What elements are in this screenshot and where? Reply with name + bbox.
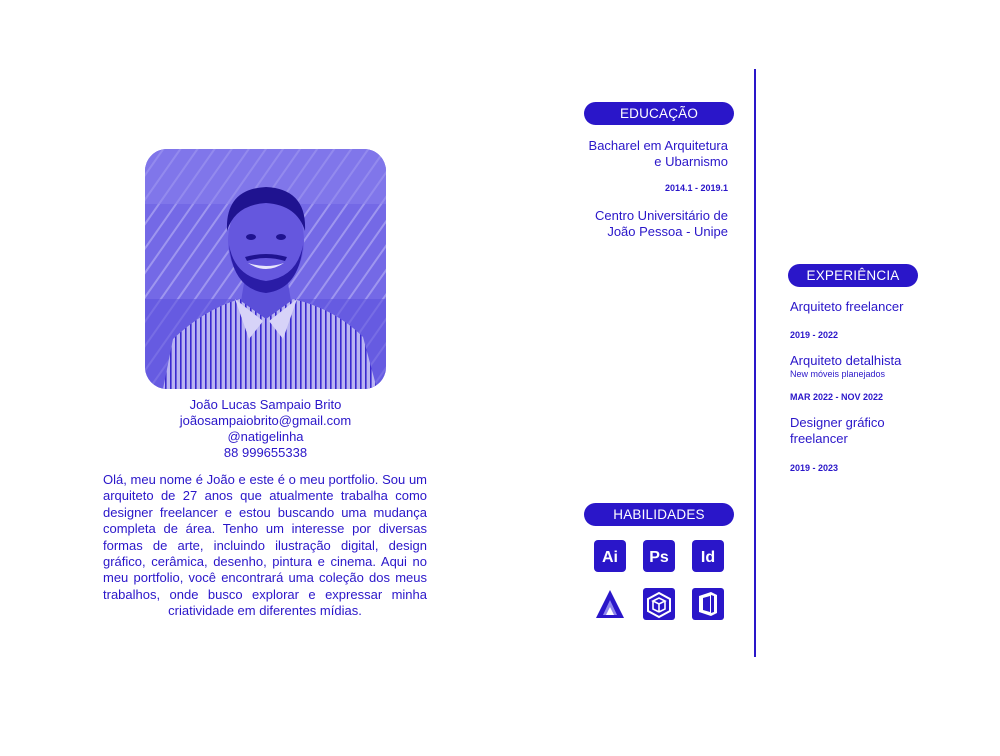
photoshop-label: Ps xyxy=(649,549,669,566)
experience-heading: EXPERIÊNCIA xyxy=(788,264,918,287)
profile-photo xyxy=(145,149,386,389)
autocad-icon xyxy=(594,588,626,620)
experience-dates: 2019 - 2022 xyxy=(790,330,839,340)
person-name: João Lucas Sampaio Brito xyxy=(189,397,342,412)
indesign-label: Id xyxy=(700,549,716,566)
experience-title: Arquiteto freelancer xyxy=(790,299,904,314)
office-icon xyxy=(692,588,724,620)
bio-paragraph: Olá, meu nome é João e este é o meu portfolio. Sou um arquiteto de 27 anos que atualmente trabalha como designer freelancer e estou buscando uma mudança completa de área. Tenho um interesse por diversas formas de arte, incluindo ilustração digital, design gráfico, cerâmica, desenho, pintura e cinema. Aqui no meu portfolio, você encontrará uma coleção dos meus trabalhos, onde busco explorar e expressar minha criatividade em diferentes mídias. xyxy=(103,472,427,619)
education-school-line: João Pessoa - Unipe xyxy=(607,224,728,239)
photoshop-icon xyxy=(643,540,675,572)
vertical-divider xyxy=(754,69,756,657)
education-heading: EDUCAÇÃO xyxy=(584,102,734,125)
social-handle: @natigelinha xyxy=(227,429,304,444)
illustrator-icon xyxy=(594,540,626,572)
experience-title: Arquiteto detalhista xyxy=(790,353,902,368)
education-school xyxy=(595,208,728,240)
phone-number: 88 999655338 xyxy=(223,445,308,460)
email-text: joãosampaiobrito@gmail.com xyxy=(179,413,352,428)
education-degree xyxy=(589,138,728,170)
experience-dates: 2019 - 2023 xyxy=(790,463,839,473)
contact-block xyxy=(145,397,386,461)
education-dates: 2014.1 - 2019.1 xyxy=(664,183,728,193)
education-degree-line: Bacharel em Arquitetura xyxy=(588,138,728,153)
experience-subtitle: New móveis planejados xyxy=(790,369,886,379)
experience-title: Designer gráfico xyxy=(790,415,885,430)
illustrator-label: Ai xyxy=(602,549,618,566)
education-school-line: Centro Universitário de xyxy=(595,208,728,223)
education-degree-line: e Ubarnismo xyxy=(654,154,728,169)
sketchup-icon xyxy=(643,588,675,620)
skills-heading: HABILIDADES xyxy=(584,503,734,526)
experience-dates: MAR 2022 - NOV 2022 xyxy=(790,392,884,402)
indesign-icon xyxy=(692,540,724,572)
experience-title: freelancer xyxy=(790,431,848,446)
